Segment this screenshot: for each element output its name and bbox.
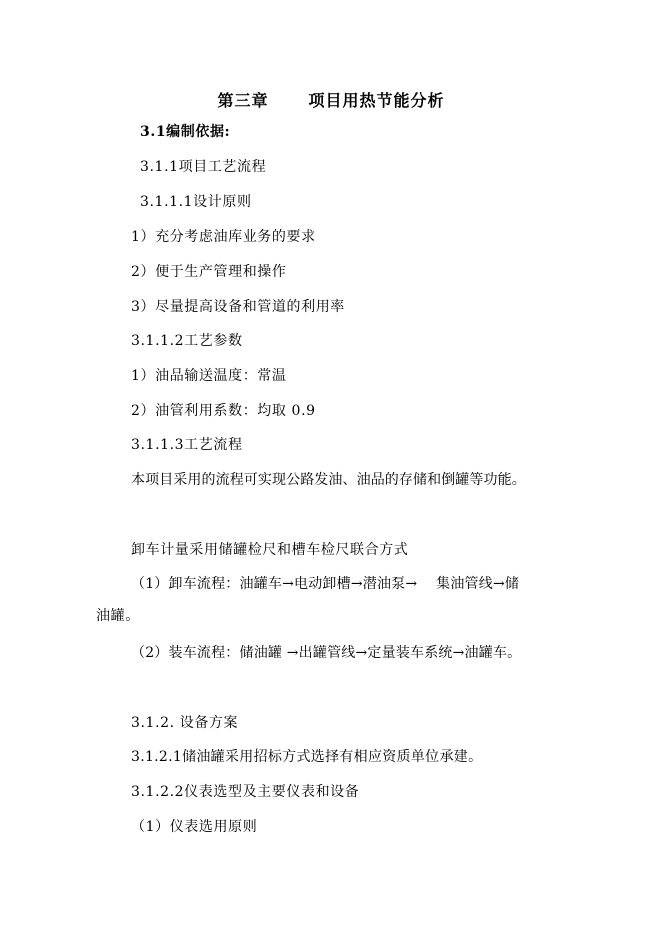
subsection-3-1-1-2: 3.1.1.2工艺参数 [131, 333, 243, 349]
subsection-3-1-1-1: 3.1.1.1设计原则 [140, 194, 252, 210]
list-item: 2）便于生产管理和操作 [131, 264, 287, 280]
list-item: 3）尽量提高设备和管道的利用率 [131, 299, 345, 315]
subsection-3-1-2-1: 3.1.2.1储油罐采用招标方式选择有相应资质单位承建。 [131, 749, 483, 765]
subsection-3-1-2-2: 3.1.2.2仪表选型及主要仪表和设备 [131, 784, 360, 800]
paragraph: 卸车计量采用储罐检尺和槽车检尺联合方式 [131, 542, 409, 558]
list-item: 2）油管利用系数：均取 0.9 [131, 403, 316, 419]
subsection-3-1-1-3: 3.1.1.3工艺流程 [131, 437, 243, 453]
paragraph: （2）装车流程：储油罐 →出罐管线→定量装车系统→油罐车。 [131, 645, 522, 661]
chapter-name: 项目用热节能分析 [308, 91, 445, 110]
section-heading-3-1: 3.1编制依据: [140, 124, 231, 140]
subsection-3-1-2: 3.1.2. 设备方案 [131, 715, 239, 731]
list-item: 1）充分考虑油库业务的要求 [131, 229, 316, 245]
paragraph: （1）卸车流程：油罐车→电动卸槽→潜油泵→ 集油管线→储 [131, 576, 520, 592]
paragraph: 油罐。 [96, 608, 140, 624]
paragraph: 本项目采用的流程可实现公路发油、油品的存储和倒罐等功能。 [131, 472, 526, 488]
list-item: （1）仪表选用原则 [131, 819, 258, 835]
chapter-number: 第三章 [217, 91, 269, 110]
subsection-3-1-1: 3.1.1项目工艺流程 [140, 159, 267, 175]
list-item: 1）油品输送温度：常温 [131, 368, 287, 384]
chapter-title [0, 88, 662, 111]
